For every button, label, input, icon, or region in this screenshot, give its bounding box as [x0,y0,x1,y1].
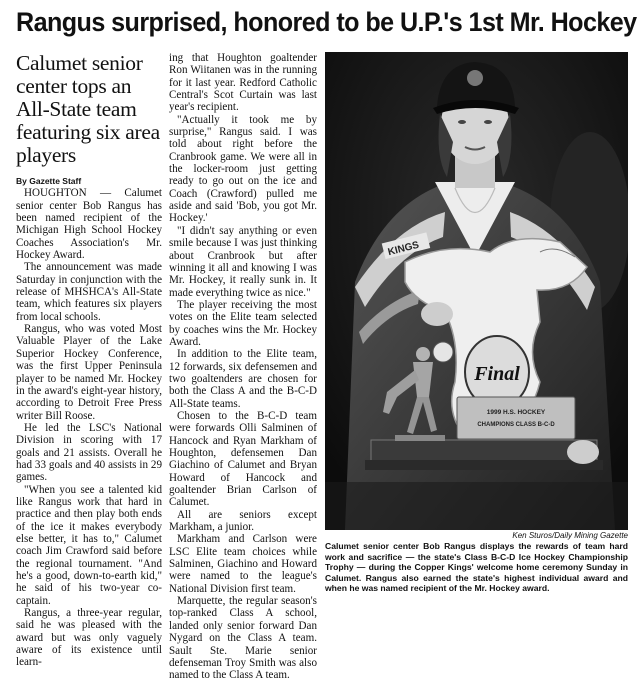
player-photo [325,52,628,530]
byline: By Gazette Staff [16,176,82,186]
article-column-1 [16,52,162,669]
jacket-logo-text: KINGS [386,239,421,259]
paragraph: All are seniors except Markham, a junior. [169,508,317,534]
paragraph: Markham and Carlson were LSC Elite team choices while Salminen, Giachino and Howard were named to the league's National Division first team. [169,533,317,595]
paragraph: In addition to the Elite team, 12 forwards, six defensemen and two goaltenders are chosen for both the Class A and the B-C-D All-State teams. [169,348,317,410]
plate-line-2: CHAMPIONS CLASS B-C-D [477,422,555,428]
headline: Rangus surprised, honored to be U.P.'s 1st Mr. Hockey [16,7,637,37]
photo-credit: Ken Sturos/Daily Mining Gazette [512,531,628,540]
paragraph: "Actually it took me by surprise," Rangus said. I was told about right before the Cranbrook game. We were all in the locker-room just getting ready to go out on the ice and Coach (Crawford) pulled me aside and said 'Bob, you got Mr. Hockey.' [169,113,317,225]
final-text: Final [474,363,520,385]
paragraph: Marquette, the regular season's top-ranked Class A school, landed only senior forward Dan Nygard on the Class A team. Sault Ste. Marie senior defenseman Troy Smith was also named to the Class A team. [169,595,317,682]
paragraph: Rangus, a three-year regular, said he was pleased with the award but was only vaguely aware of its existence until learn- [16,607,162,669]
right-hand [567,440,599,464]
plate-line-1: 1999 H.S. HOCKEY [486,409,546,416]
paragraph: "When you see a talented kid like Rangus work that hard in practice and then play both ends of the ice it makes everybody else better, it has to," Calumet coach Jim Crawford said before the regional tournament. "And he's a good, down-to-earth kid," he said of his two-year co-captain. [16,483,162,607]
paragraph: ing that Houghton goaltender Ron Wiitanen was in the running for it last year. Redford Catholic Central's Scot Curtain was last year's recipient. [169,52,317,114]
paragraph: The player receiving the most votes on the Elite team selected by coaches wins the Mr. Hockey Award. [169,298,317,348]
paragraph: "I didn't say anything or even smile because I was just thinking about Cranbrook but after winning it all and knowing I was Mr. Hockey, it really sunk in. It made everything twice as nice." [169,224,317,299]
photo-illustration [325,52,628,530]
paragraph: The announcement was made Saturday in conjunction with the release of MHSHCA's All-State team, which features six players from local schools. [16,261,162,323]
left-hand [421,302,453,326]
paragraph: He led the LSC's National Division in scoring with 17 goals and 21 assists. Overall he had 33 goals and 40 assists in 29 games. [16,421,162,484]
photo-caption: Calumet senior center Bob Rangus displays the rewards of team hard work and sacrifice — the state's Class B-C-D Ice Hockey Championship Trophy — during the Copper Kings' welcome home ceremony Sunday in Calumet. Rangus also earned the state's highest individual award and when he was named recipient of the Mr. Hockey award. [325,541,628,593]
paragraph: Rangus, who was voted Most Valuable Player of the Lake Superior Hockey Conference, was the first Upper Peninsula player to be named Mr. Hockey in the award's eight-year history, according to Detroit Free Press writer Bill Roose. [16,323,162,422]
paragraph: Chosen to the B-C-D team were forwards Olli Salminen of Hancock and Ryan Markham of Houghton, defensemen Dan Giachino of Calumet and Bryan Howard of Hancock and goaltender Brian Carlson of Calumet. [169,409,317,509]
article-column-2 [169,52,317,682]
deck-subheadline: Calumet senior center tops an All-State team featuring six area players [16,51,160,167]
engraved-plate [457,397,575,439]
trophy-base [371,440,597,462]
paragraph: HOUGHTON — Calumet senior center Bob Rangus has been named recipient of the Michigan High School Hockey Coaches Association's Mr. Hockey Award. [16,187,162,262]
